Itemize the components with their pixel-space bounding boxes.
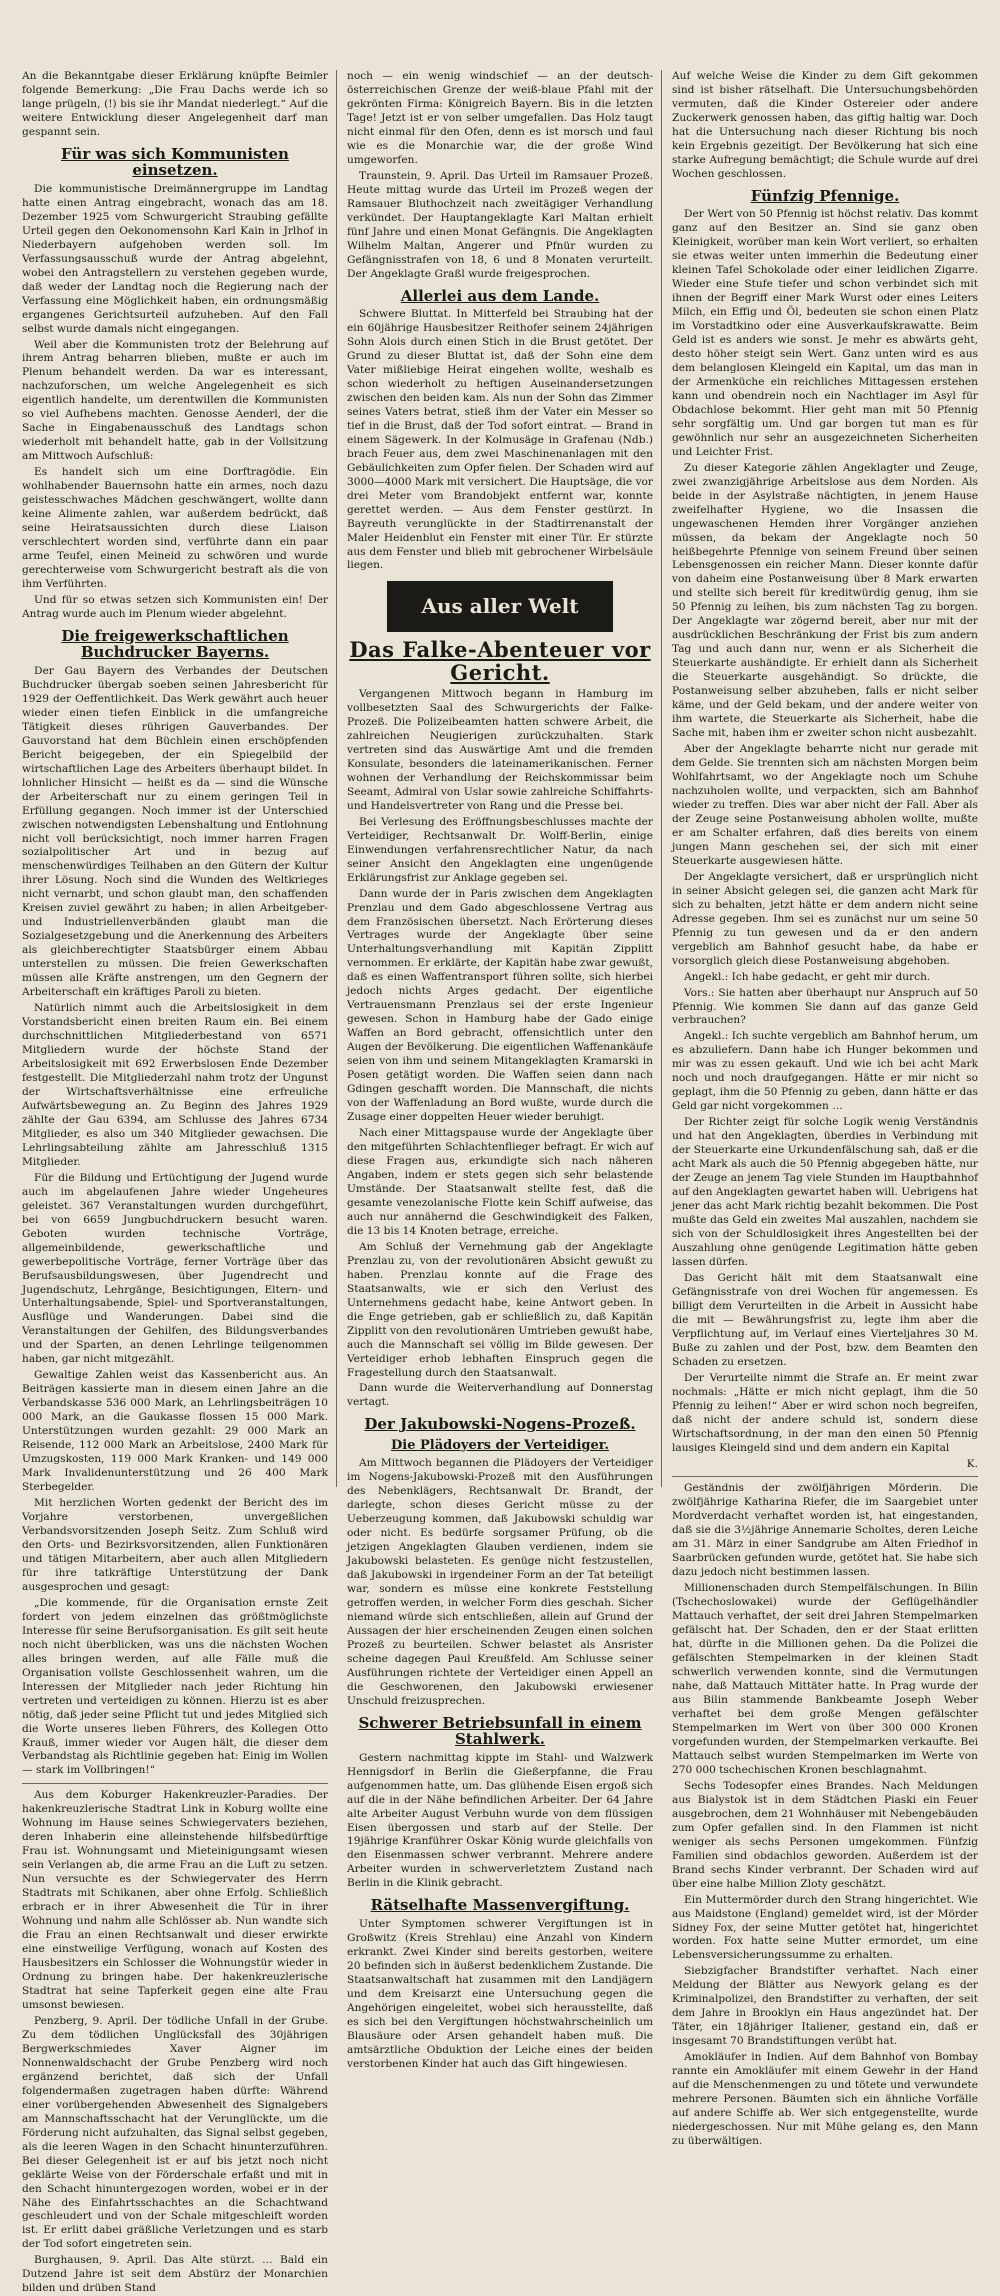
article-text: Nach einer Mittagspause wurde der Angeklagte über den mitgeführten Schlachtenflieger befragt. Er wich auf diese Fragen aus, erkundigte sich nach näheren Angaben, indem er stets gegen sich sehr belastende Umstände. Der Staatsanwalt stellte fest, daß die gesamte venezolanische Flotte kein Schiff aufweise, das auch nur annähernd die Geschwindigkeit des Falken, die 13 bis 14 Knoten betrage, erreiche. — [347, 1127, 653, 1237]
article-text: Weil aber die Kommunisten trotz der Belehrung auf ihrem Antrag beharren blieben, mußte er auch im Plenum behandelt werden. Da war es interessant, nachzuforschen, um welche Angelegenheit es sich eigentlich handelte, um derentwillen die Kommunisten so viel Aufhebens machten. Genosse Aenderl, der die Sache in Eingabenausschuß des Landtags schon wiederholt mit behandelt hatte, gab in der Vollsitzung am Mittwoch Aufschluß: — [22, 338, 328, 463]
article-text: Schwere Bluttat. In Mitterfeld bei Straubing hat der ein 60jährige Hausbesitzer Reithofer seinem 24jährigen Sohn Alois durch einen Stich in die Brust getötet. Der Grund zu dieser Bluttat ist, daß der Sohn eine dem Vater mißliebige Heirat eingehen wollte, weshalb es schon wiederholt zu heftigen Auseinandersetzungen zwischen den beiden kam. Als nun der Sohn das Zimmer seines Vaters betrat, stieß ihm der Vater ein Messer so tief in die Brust, daß der Tod sofort eintrat. — Brand in einem Sägewerk. In der Kolmusäge in Grafenau (Ndb.) brach Feuer aus, dem zwei Maschinenanlagen mit den Gebäulichkeiten zum Opfer fielen. Der Schaden wird auf 3000—4000 Mark mit versichert. Die Hauptsäge, die vor drei Meter vom Brandobjekt entfernt war, konnte gerettet werden. — Aus dem Fenster gestürzt. In Bayreuth verunglückte in der Stadtirrenanstalt der Maler Heidenblut ein Fenster mit einer Tür. Er stürzte aus dem Fenster und blieb mit gebrochener Wirbelsäule liegen. — [347, 308, 653, 572]
divider — [672, 1476, 978, 1477]
article-headline: Das Falke-Abenteuer vor Gericht. — [349, 636, 651, 685]
article-text: Es handelt sich um eine Dorftragödie. Ein wohlhabender Bauernsohn hatte ein armes, noch dazu geistesschwaches Mädchen geschwängert, wollte dann keine Alimente zahlen, war außerdem bedrückt, daß seine Heiratsaussichten durch diese Liaison verschlechtert worden sind, verführte dann ein paar arme Teufel, einen Meineid zu schwören und wurde gerechterweise vom Schwurgericht bestraft als die von ihm Verführten. — [22, 466, 328, 590]
article-text: Penzberg, 9. April. Der tödliche Unfall in der Grube. Zu dem tödlichen Unglücksfall des 30jährigen Bergwerkschmiedes Xaver Aigner im Nonnenwaldschacht der Grube Penzberg wird noch ergänzend berichtet, daß sich der Unfall folgendermaßen zugetragen haben dürfte: Während einer vorübergehenden Abwesenheit des Signalgebers am Mannschaftsschacht hat der Verunglückte, um die Förderung nicht aufzuhalten, das Signal selbst gegeben, als die leeren Wagen in den Schacht hinunterzuführen. Bei dieser Gelegenheit ist er auf bis jetzt noch nicht geklärte Weise von der Förderschale erfaßt und mit in den Schacht hinuntergezogen worden, wobei er in der Nähe des Einfahrtsschachtes an die Schachtwand geschleudert und von der Schale mitgeschleift worden ist. Er erlitt dabei gräßliche Verletzungen und es starb der Tod sofort eingetreten sein. — [22, 2014, 328, 2251]
article-text: Mit herzlichen Worten gedenkt der Bericht des im Vorjahre verstorbenen, unvergeßlichen Verbandsvorsitzenden Joseph Seitz. Zum Schluß wird den Orts- und Bezirksvorsitzenden, allen Funktionären und tätigen Mitarbeitern, aber auch allen Mitgliedern für ihre tatkräftige Unterstützung der Dank ausgesprochen und gesagt: — [22, 1497, 328, 1593]
article-text: Für die Bildung und Ertüchtigung der Jugend wurde auch im abgelaufenen Jahre wieder Ungeheures geleistet. 367 Veranstaltungen wurden durchgeführt, bei von 6659 Jungbuchdruckern besucht waren. Geboten wurden technische Vorträge, allgemeinbildende, gewerkschaftliche und gewerbepolitische Vorträge, ferner Vorträge über das Berufsausbildungswesen, über Jugendrecht und Jugendschutz, Lehrgänge, Besichtigungen, Eltern- und Unterhaltungsabende, Spiel- und Sportveranstaltungen, Ausflüge und Wanderungen. Dabei sind die Veranstaltungen der Gehilfen, des Bildungsverbandes und der Sparten, an denen Lehrlinge teilgenommen haben, gar nicht mitgezählt. — [22, 1171, 328, 1366]
article-text: Auf welche Weise die Kinder zu dem Gift gekommen sind ist bisher rätselhaft. Die Untersuchungsbehörden vermuten, daß die Kinder Ostereier oder andere Zuckerwerk genossen haben, das giftig haltig war. Doch hat die Untersuchung nach dieser Richtung bis noch kein Ergebnis gezeitigt. Der Bevölkerung hat sich eine starke Aufregung bemächtigt; die Schule wurde auf drei Wochen geschlossen. — [672, 70, 978, 180]
article-text: Angekl.: Ich habe gedacht, er geht mir durch. — [684, 970, 931, 983]
article-text: Am Schluß der Vernehmung gab der Angeklagte Prenzlau zu, von der revolutionären Absicht gewußt zu haben. Prenzlau konnte auf die Frage des Staatsanwalts, wie er sich den Verlust des Unternehmens gedacht habe, keine Antwort geben. In die Enge getrieben, gab er schließlich zu, daß Kapitän Zipplitt von den revolutionären Umtrieben gewußt habe, auch die Mannschaft sei völlig im Bilde gewesen. Der Verteidiger erhob lebhaften Einspruch gegen die Fragestellung durch den Staatsanwalt. — [347, 1240, 653, 1379]
article-headline: Rätselhafte Massenvergiftung. — [370, 1896, 630, 1915]
column-3 — [672, 70, 978, 2148]
article-text: Am Mittwoch begannen die Plädoyers der Verteidiger im Nogens-Jakubowski-Prozeß mit den Ausführungen des Nebenklägers, Rechtsanwalt Dr. Brandt, der darlegte, schon dieses Gericht müsse zu der Ueberzeugung kommen, daß Jakubowski schuldig war oder nicht. Es bedürfe sorgsamer Prüfung, ob die jetzigen Angeklagten Glauben verdienen, indem sie Jakubowski belasteten. Es genüge nicht festzustellen, daß Jakubowski in irgendeiner Form an der Tat beteiligt war, sondern es müsse eine konkrete Feststellung getroffen werden, in welcher Form dies geschah. Sicher niemand würde sich entschließen, allein auf Grund der Aussagen der hier erscheinenden Zeugen einen solchen Prozeß zu beurteilen. Schwer belastet als Ansrister scheine dagegen Paul Kreußfeld. Am Schlusse seiner Ausführungen richtete der Verteidiger einen Appell an die Geschworenen, den Jakubowski erwiesener Unschuld freizusprechen. — [347, 1457, 653, 1707]
article-text: Burghausen, 9. April. Das Alte stürzt. … Bald ein Dutzend Jahre ist seit dem Abstürz der Monarchien bilden und drüben Stand — [22, 2254, 328, 2295]
article-text: Sechs Todesopfer eines Brandes. Nach Meldungen aus Bialystok ist in dem Städtchen Piaski ein Feuer ausgebrochen, dem 21 Wohnhäuser mit Nebengebäuden zum Opfer gefallen sind. In den Flammen ist nicht weniger als sechs Personen umgekommen. Fünfzig Familien sind obdachlos geworden. Außerdem ist der Brand sechs Kinder verbrannt. Der Schaden wird auf über eine halbe Million Zloty geschätzt. — [672, 1779, 978, 1890]
article-text: Gewaltige Zahlen weist das Kassenbericht aus. An Beiträgen kassierte man in diesem einen Jahre an die Verbandskasse 536 000 Mark, an Lehrlingsbeiträgen 10 000 Mark, an die Gaukasse flossen 15 000 Mark. Unterstützungen wurden gezahlt: 29 000 Mark an Reisende, 112 000 Mark an Arbeitslose, 2400 Mark für Umzugskosten, 119 000 Mark Kranken- und 149 000 Mark Invalidenunterstützung und 26 400 Mark Sterbegelder. — [22, 1369, 328, 1494]
article-text: Dann wurde die Weiterverhandlung auf Donnerstag vertagt. — [347, 1382, 653, 1409]
author-signature: K. — [966, 1457, 978, 1470]
article-headline: Für was sich Kommunisten einsetzen. — [61, 144, 289, 180]
article-text: Der Angeklagte versichert, daß er ursprünglich nicht in seiner Absicht gelegen sei, die ganzen acht Mark für sich zu behalten, jetzt hätte er dem andern nicht seine Adresse gegeben. Ihm sei es zunächst nur um seine 50 Pfennig zu tun gewesen und da er den andern vergeblich am Bahnhof gesucht habe, da habe er vorsorglich gleich diese Postanweisung abgehoben. — [672, 870, 978, 967]
article-text: Angekl.: Ich suchte vergeblich am Bahnhof herum, um es abzuliefern. Dann habe ich Hunger bekommen und mir was zu essen gekauft. Und wie ich bei acht Mark noch und noch draufgegangen. Hätte er mir nicht so geplagt, ihm die 50 Pfennig zu geben, dann hätte er das Geld gar nicht vorgekommen … — [672, 1030, 978, 1113]
article-text: Siebzigfacher Brandstifter verhaftet. Nach einer Meldung der Blätter aus Newyork gelang es der Kriminalpolizei, den Brandstifter zu verhaften, der seit dem Jahre in Brooklyn ein Haus angezündet hat. Der Täter, ein 18jähriger Italiener, gestand ein, daß er insgesamt 70 Brandstiftungen verübt hat. — [672, 1965, 978, 2048]
article-headline: Schwerer Betriebsunfall in einem Stahlwerk. — [358, 1713, 642, 1749]
article-text: Zu dieser Kategorie zählen Angeklagter und Zeuge, zwei zwanzigjährige Arbeitslose aus dem Norden. Als beide in der Asylstraße nächtigten, in jenem Hause zweifelhafter Hygiene, wo die Insassen die ungewaschenen Hemden ihrer Vorgänger anziehen müssen, da bekam der Angeklagte noch 50 heißbegehrte Pfennige von seinem Freund über seinen Lebensgenossen ein reicher Mann. Dieser konnte dafür von daheim eine Postanweisung über 8 Mark erwarten und stellte sich bereit für kreditwürdig genug, ihm sie 50 Pfennig zu leihen, bis zum nächsten Tag zu borgen. Der Angeklagte war zögernd bereit, aber nur mit der ausdrücklichen Beschränkung der Frist bis zum andern Tag und auch dann nur, wenn er als Sicherheit die Steuerkarte aushändigte. Er erhielt dann als Sicherheit die Steuerkarte ausgehändigt. So drückte, die Postanweisung selber abzuheben, falls er nicht selber käme, und der Geld bekam, und der andere weiter von ihm wartete, die Steuerkarte als Sicherheit, habe die Sache mit, haben ihm er zweiter schon nicht ausbezahlt. — [672, 461, 978, 740]
column-1 — [22, 70, 337, 2295]
article-text: Aus dem Koburger Hakenkreuzler-Paradies. Der hakenkreuzlerische Stadtrat Link in Koburg wollte eine Wohnung im Hause seines Schwiegervaters beziehen, deren Inhaberin eine alleinstehende hilfsbedürftige Frau ist. Wohnungsamt und Mieteinigungsamt wiesen sein Verlangen ab, die arme Frau an die Luft zu setzen. Nun versuchte es der Schwiegervater des Herrn Stadtrats mit Schikanen, aber ohne Erfolg. Schließlich erbrach er in ihrer Abwesenheit die Tür in ihrer Wohnung und nahm alle Schlösser ab. Nun wandte sich die Frau an einen Rechtsanwalt und dieser erwirkte eine einstweilige Verfügung, wonach auf Kosten des Hausbesitzers ein Schlosser die Wohnungstür wieder in Ordnung zu bringen habe. Der hakenkreuzlerische Stadtrat hat seine Tapferkeit gegen eine alte Frau umsonst bewiesen. — [22, 1789, 328, 2011]
article-text: Aber der Angeklagte beharrte nicht nur gerade mit dem Gelde. Sie trennten sich am nächsten Morgen beim Wohlfahrtsamt, wo der Angeklagte noch um Schuhe nachzuholen wollte, und verpackten, sich am Bahnhof wieder zu treffen. Dies war aber nicht der Fall. Aber als der Zeuge seine Postanweisung abholen wollte, mußte er am Schalter erfahren, daß dies bereits von einem jungen Mann geschehen sei, der sich mit einer Steuerkarte ausgewiesen hätte. — [672, 743, 978, 867]
article-text: Gestern nachmittag kippte im Stahl- und Walzwerk Hennigsdorf in Berlin die Gießerpfanne, die Frau aufgenommen hatte, um. Das glühende Eisen ergoß sich auf die in der Nähe befindlichen Arbeiter. Der 64 Jahre alte Arbeiter August Verbuhn wurde von dem flüssigen Eisen übergossen und starb auf der Stelle. Der 19jährige Kranführer Oskar König wurde gleichfalls von den Eisenmassen schwer verbrannt. Mehrere andere Arbeiter wurden in schwerverletztem Zustand nach Berlin in die Klinik gebracht. — [347, 1751, 653, 1890]
article-text: Und für so etwas setzen sich Kommunisten ein! Der Antrag wurde auch im Plenum wieder abgelehnt. — [22, 593, 328, 620]
article-headline: Die freigewerkschaftlichen Buchdrucker Bayerns. — [61, 626, 289, 662]
article-text: Geständnis der zwölfjährigen Mörderin. Die zwölfjährige Katharina Riefer, die im Saargebiet unter Mordverdacht verhaftet worden ist, hat eingestanden, daß sie die 3½jährige Annemarie Scholtes, deren Leiche am 31. März in einer Sandgrube am Alten Friedhof in Saarbrücken gefunden wurde, getötet hat. Sie habe sich dazu jedoch nicht bestimmen lassen. — [672, 1482, 978, 1579]
article-text: Der Wert von 50 Pfennig ist höchst relativ. Das kommt ganz auf den Besitzer an. Sind sie ganz oben Kleinigkeit, worüber man kein Wort verliert, so erhalten sie etwas weiter unten immerhin die Bedeutung einer kleinen Tafel Schokolade oder einer leidlichen Zigarre. Wieder eine Stufe tiefer und schon verbindet sich mit ihnen der Begriff einer Mark Wurst oder eines Leiters Milch, ein Effig und Öl, bedeuten sie schon einen Platz im Vorstadtkino oder eine Ausverkaufskrawatte. Beim Geld ist es anders wie sonst. Je mehr es abwärts geht, desto höher steigt sein Wert. Ganz unten wird es aus dem belanglosen Kleingeld ein Kapital, um das man in der Armenküche ein reichliches Mittagessen erstehen kann und obendrein noch ein Nachtlager im Asyl für Obdachlose bekommt. Hier geht man mit 50 Pfennig sehr sorgfältig um. Und gar borgen tut man es für gewöhnlich nur sehr an ausgezeichneten Sicherheiten und Leichter Frist. — [672, 208, 978, 458]
section-banner: Aus aller Welt — [387, 581, 613, 631]
article-text: Traunstein, 9. April. Das Urteil im Ramsauer Prozeß. Heute mittag wurde das Urteil im Prozeß wegen der Ramsauer Bluthochzeit nach zweitägiger Verhandlung verkündet. Der Hauptangeklagte Karl Maltan erhielt fünf Jahre und einen Monat Gefängnis. Die Angeklagten Wilhelm Maltan, Angerer und Pfnür wurden zu Gefängnisstrafen von 18, 6 und 8 Monaten verurteilt. Der Angeklagte Graßl wurde freigesprochen. — [347, 169, 653, 280]
article-text: Der Verurteilte nimmt die Strafe an. Er meint zwar nochmals: „Hätte er mich nicht geplagt, ihm die 50 Pfennig zu leihen!“ Aber er wird schon noch begreifen, daß nicht der andere schuld ist, sondern diese Wirtschaftsordnung, in der man den einen 50 Pfennig lausiges Kleingeld sind und dem andern ein Kapital — [672, 1371, 978, 1454]
article-text: Natürlich nimmt auch die Arbeitslosigkeit in dem Vorstandsbericht einen breiten Raum ein. Bei einem durchschnittlichen Mitgliederbestand von 6571 Mitgliedern wurde der höchste Stand der Arbeitslosigkeit mit 692 Erwerbslosen Ende Dezember festgestellt. Die Mitgliederzahl nahm trotz der Ungunst der Wirtschaftsverhältnisse eine erfreuliche Aufwärtsbewegung an. Zu Beginn des Jahres 1929 zählte der Gau 6394, am Schlusse des Jahres 6734 Mitglieder, es also um 340 Mitglieder gewachsen. Die Lehrlingsabteilung zählte am Jahresschluß 1315 Mitglieder. — [22, 1002, 328, 1168]
article-text: Bei Verlesung des Eröffnungsbeschlusses machte der Verteidiger, Rechtsanwalt Dr. Wolff-Berlin, einige Einwendungen verfahrensrechtlicher Natur, da nach seiner Ansicht den Angeklagten eine ungenügende Erklärungsfrist zur Anklage gegeben sei. — [347, 815, 653, 884]
article-headline: Fünfzig Pfennige. — [750, 186, 900, 205]
article-text: Ein Muttermörder durch den Strang hingerichtet. Wie aus Maidstone (England) gemeldet wird, ist der Mörder Sidney Fox, der seine Mutter getötet hat, hingerichtet worden. Fox hatte seine Mutter ermordet, um eine Lebensversicherungssumme zu erhalten. — [672, 1893, 978, 1962]
article-text: Der Richter zeigt für solche Logik wenig Verständnis und hat den Angeklagten, überdies in Verbindung mit der Steuerkarte eine Urkundenfälschung sah, daß er die acht Mark als auch die 50 Pfennig abgegeben hätte, nur der Zeuge an jenem Tag viele Stunden im Hauptbahnhof auf den Angeklagten gewartet haben will. Uebrigens hat jener das acht Mark richtig bezahlt bekommen. Die Post mußte das Geld ein zweites Mal auszahlen, nachdem sie sich von der Schuldlosigkeit ihres Angestellten bei der Auszahlung ohne genügende Legitimation hätte geben lassen dürfen. — [672, 1116, 978, 1268]
section-headline: Allerlei aus dem Lande. — [400, 286, 600, 305]
article-text: An die Bekanntgabe dieser Erklärung knüpfte Beimler folgende Bemerkung: „Die Frau Dachs werde ich so lange prügeln, (!) bis sie ihr Mandat niederlegt.“ Auf die weitere Entwicklung dieser Angelegenheit darf man gespannt sein. — [22, 70, 328, 138]
article-text: Vors.: Sie hatten aber überhaupt nur Anspruch auf 50 Pfennig. Wie kommen Sie dann auf das ganze Geld verbrauchen? — [672, 986, 978, 1027]
article-text: noch — ein wenig windschief — an der deutsch-österreichischen Grenze der weiß-blaue Pfahl mit der gekrönten Firma: Königreich Bayern. Bis in die letzten Tage! Jetzt ist er von selber umgefallen. Das Holz taugt nicht einmal für den Ofen, denn es ist morsch und faul wie es die Monarchie war, die der große Wind umgeworfen. — [347, 70, 653, 166]
article-subheadline: Die Plädoyers der Verteidiger. — [391, 1437, 609, 1453]
article-text: Vergangenen Mittwoch begann in Hamburg im vollbesetzten Saal des Schwurgerichts der Falke-Prozeß. Die Polizeibeamten hatten schwere Arbeit, die zahlreichen Neugierigen zurückzuhalten. Stark vertreten sind das Auswärtige Amt und die fremden Konsulate, besonders die lateinamerikanischen. Ferner wohnen der Verhandlung der Reichskommissar beim Seeamt, Admiral von Uslar sowie zahlreiche Schiffahrts- und Handelsvertreter von Rang und die Presse bei. — [347, 688, 653, 812]
article-text: Unter Symptomen schwerer Vergiftungen ist in Großwitz (Kreis Strehlau) eine Anzahl von Kindern erkrankt. Zwei Kinder sind bereits gestorben, weitere 20 befinden sich in äußerst bedenklichem Zustande. Die Staatsanwaltschaft hat zusammen mit den Landjägern und dem Kreisarzt eine Untersuchung gegen die Angehörigen eingeleitet, wobei sich herausstellte, daß es sich bei den Vergiftungen höchstwahrscheinlich um Blausäure oder Arsen gehandelt haben muß. Die amtsärztliche Obduktion der Leiche eines der beiden verstorbenen Kinder hat auch das Gift hingewiesen. — [347, 1917, 653, 2070]
article-headline: Der Jakubowski-Nogens-Prozeß. — [364, 1415, 636, 1434]
article-text: Die kommunistische Dreimännergruppe im Landtag hatte einen Antrag eingebracht, wonach das am 18. Dezember 1925 vom Schwurgericht Straubing gefällte Urteil gegen den Oekonomensohn Karl Kain in Jrlhof in Niederbayern aufgehoben werden soll. Im Verfassungsausschuß wurde der Antrag abgelehnt, wobei den Antragstellern zu verstehen gegeben wurde, daß weder der Landtag noch die Regierung nach der Verfassung eine Möglichkeit haben, ein ordnungsmäßig ergangenes Gerichtsurteil aufzuheben. Auf den Fall selbst wurde damals nicht eingegangen. — [22, 182, 328, 335]
article-text: Der Gau Bayern des Verbandes der Deutschen Buchdrucker übergab soeben seinen Jahresbericht für 1929 der Oeffentlichkeit. Das Werk gewährt auch heuer wieder einen tiefen Einblick in die umfangreiche Tätigkeit dieses rührigen Gauverbandes. Der Gauvorstand hat dem Büchlein einen erschöpfenden Bericht beigegeben, der ein Spiegelbild der wirtschaftlichen Lage des Arbeiters überhaupt bildet. In lohnlicher Hinsicht — heißt es da — sind die Wünsche der Arbeiterschaft nur zu einem geringen Teil in Erfüllung gegangen. Noch immer ist der Unterschied zwischen notwendigsten Lebenshaltung und Entlohnung nicht voll berücksichtigt, noch immer harren Fragen sozialpolitischer Art und in bezug auf menschenwürdiges Teilhaben an den Gütern der Kultur ihrer Lösung. Noch sind die Wunden des Weltkrieges nicht vernarbt, und schon glaubt man, den schaffenden Kreisen zuviel gewährt zu haben; in allen Arbeitgeber- und Industriellenverbänden glaubt man die Sozialgesetzgebung und die Anerkennung des Arbeiters als gleichberechtigter Staatsbürger einem Abbau unterstellen zu müssen. Die freien Gewerkschaften müssen alle Kräfte anstrengen, um den Gegnern der Arbeiterschaft ein kräftiges Paroli zu bieten. — [22, 664, 328, 999]
article-text: Das Gericht hält mit dem Staatsanwalt eine Gefängnisstrafe von drei Wochen für angemessen. Es billigt dem Verurteilten in die Arbeit in Aussicht habe die mit — Bewährungsfrist zu, legte ihm aber die Verpflichtung auf, im Verlauf eines Vierteljahres 30 M. Buße zu zahlen und der Post, bzw. dem Beamten den Schaden zu ersetzen. — [672, 1271, 978, 1368]
article-text: „Die kommende, für die Organisation ernste Zeit fordert von jedem einzelnen das größtmöglichste Interesse für seine Berufsorganisation. Es gilt seit heute noch nicht überblicken, was uns die nächsten Wochen alles bringen werden, auf alle Fälle muß die Organisation vollste Geschlossenheit wahren, um die Interessen der Mitglieder nach jeder Richtung hin vertreten und verteidigen zu können. Hierzu ist es aber nötig, daß jeder seine Pflicht tut und jedes Mitglied sich die Worte unseres lieben Führers, des Kollegen Otto Krauß, immer wieder vor Augen hält, die dieser dem Verbandstag als Richtlinie gegeben hat: Einig im Wollen — stark im Vollbringen!“ — [22, 1596, 328, 1777]
article-text: Millionenschaden durch Stempelfälschungen. In Bilin (Tschechoslowakei) wurde der Geflügelhändler Mattauch verhaftet, der seit drei Jahren Stempelmarken gefälscht hat. Der Schaden, den er der Staat erlitten hat, dürfte in die Millionen gehen. Da die Polizei die gefälschten Stempelmarken in der kleinen Stadt schwerlich verwenden konnte, sind die Vermutungen nahe, daß Mattauch Mittäter hatte. In Prag wurde der aus Bilin stammende Bankbeamte Joseph Weber verhaftet bei dem große Mengen gefälschter Stempelmarken im Wert von über 300 000 Kronen vorgefunden wurden, der Stempelmarken verkaufte. Bei Mattauch selbst wurden Stempelmarken im Werte von 270 000 tschechischen Kronen beschlagnahmt. — [672, 1582, 978, 1776]
article-text: Dann wurde der in Paris zwischen dem Angeklagten Prenzlau und dem Gado abgeschlossene Vertrag aus dem Französischen übersetzt. Nach Erörterung dieses Vertrages wurde der Angeklagte über seine Unterhaltungsverhandlung mit Kapitän Zipplitt vernommen. Er erklärte, der Kapitän habe zwar gewußt, daß es einen Waffentransport führen sollte, sich hierbei jedoch nichts Arges gedacht. Der eigentliche Vertrauensmann Prenzlaus sei der erste Ingenieur gewesen. Schon in Hamburg habe der Gado einige Waffen an Bord gebracht, offensichtlich unter den Augen der Bevölkerung. Die eigentlichen Waffenankäufe seien von ihm und seinem Mitangeklagten Kramarski in Posen getätigt worden. Die Waffen seien dann nach Gdingen geschafft worden. Die Mannschaft, die nichts von der Waffenladung an Bord wußte, wurde durch die Zusage einer doppelten Heuer wieder beruhigt. — [347, 887, 653, 1124]
article-text: Amokläufer in Indien. Auf dem Bahnhof von Bombay rannte ein Amokläufer mit einem Gewehr in der Hand auf die Menschenmengen zu und tötete und verwundete mehrere Personen. Bäumten sich ein ähnliche Vorfälle auf andere Schiffe ab. Wer sich entgegenstellte, wurde niedergeschossen. Nur mit Mühe gelang es, den Mann zu überwältigen. — [672, 2051, 978, 2148]
divider — [22, 1783, 328, 1784]
column-2 — [347, 70, 662, 2070]
